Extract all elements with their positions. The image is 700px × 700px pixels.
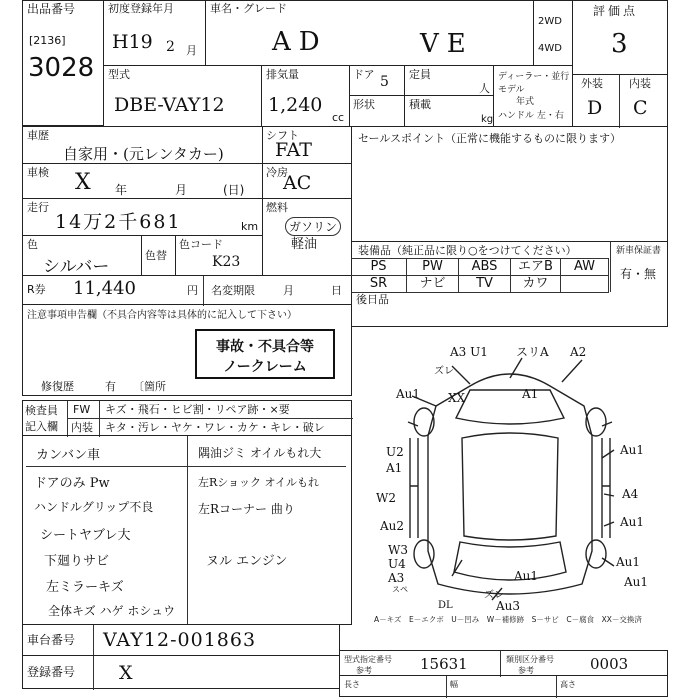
- exterior-label: 外装: [581, 77, 603, 90]
- rating-box: [572, 0, 668, 75]
- first-reg-month: 2: [166, 39, 175, 55]
- equipment-grid: [351, 258, 609, 293]
- remark-right-0: 隅油ジミ オイルもれ大: [198, 446, 322, 460]
- displacement-value: 1,240: [268, 94, 323, 116]
- interior-label: 内装: [629, 77, 651, 90]
- sales-point-label: セールスポイント（正常に機能するものに限ります）: [358, 132, 622, 145]
- inspector-divider-b: [99, 401, 100, 437]
- remark-left-3: シートヤブレ大: [40, 528, 131, 543]
- mark-u2: U2: [386, 445, 404, 459]
- registration-box: [22, 655, 340, 689]
- rating-label: 評価点: [593, 4, 639, 18]
- shift-box: [262, 126, 352, 164]
- mark-a3-rear: A3: [388, 571, 405, 585]
- recycle-divider: [203, 276, 204, 306]
- equip-empty: [561, 276, 609, 293]
- ac-value: AC: [283, 172, 312, 194]
- model-value: DBE-VAY12: [114, 94, 225, 116]
- remark-left-0: カンバン車: [36, 448, 101, 463]
- registration-value: X: [119, 662, 133, 684]
- remark-left-6: 全体キズ ハゲ ホシュウ: [48, 604, 176, 618]
- chassis-divider: [93, 625, 94, 657]
- drive-box: [533, 0, 573, 66]
- recycle-yen: 円: [187, 284, 198, 297]
- dim-divider-1: [446, 676, 447, 698]
- shape-box: [349, 95, 405, 127]
- inspection-box: [22, 163, 263, 199]
- color-code-value: K23: [212, 254, 241, 270]
- mark-dl: DL: [438, 600, 453, 611]
- name-label: 車名・グレード: [210, 2, 287, 15]
- capacity-label: 定員: [409, 68, 431, 81]
- mark-a4: A4: [622, 487, 639, 501]
- length-label: 長さ: [344, 680, 360, 689]
- left-side: [410, 438, 418, 538]
- mark-au1-r1: Au1: [620, 443, 645, 457]
- exterior-value: D: [587, 97, 603, 119]
- remark-right-1: 左Rショック オイルもれ: [198, 476, 320, 489]
- doors-box: [349, 65, 405, 96]
- km-unit: km: [241, 220, 259, 233]
- equip-pw: PW: [407, 259, 459, 276]
- mark-a1-side: A1: [386, 461, 403, 475]
- drive-2wd: 2WD: [538, 16, 562, 27]
- fuel-label: 燃料: [266, 201, 288, 214]
- rating-value: 3: [611, 29, 628, 59]
- roof: [462, 433, 558, 540]
- remark-right-2: 左Rコーナー 曲り: [198, 502, 295, 516]
- location-label: 〔箇所: [133, 380, 166, 393]
- capacity-box: [404, 65, 494, 96]
- car-diagram: [352, 326, 668, 626]
- stamp-line1: 事故・不具合等: [216, 339, 314, 355]
- color-change-label: 色替: [145, 249, 167, 262]
- mark-w2: W2: [376, 491, 396, 505]
- fuel-box: [262, 198, 352, 276]
- mark-spare: スペ: [392, 585, 408, 594]
- remark-left-4: 下廻りサビ: [44, 554, 110, 569]
- first-reg-value: H19: [112, 31, 153, 53]
- year-type-label: 年式: [516, 97, 535, 107]
- color-box: [22, 235, 142, 276]
- ext-int-divider: [619, 75, 620, 128]
- kg-unit: kg: [481, 114, 494, 125]
- model-year-label: モデル: [498, 85, 525, 95]
- type-ref-label: 参考: [356, 666, 372, 675]
- usage-label: 車歴: [27, 129, 49, 142]
- mark-au1-rear: Au1: [514, 569, 539, 583]
- color-label: 色: [27, 238, 38, 251]
- damage-legend: A－キズ E－エクボ U－凹み W－補修跡 S－サビ C－腐食 XX－交換済: [374, 615, 642, 624]
- displacement-label: 排気量: [266, 68, 299, 81]
- fuel-gas: ガソリン: [285, 217, 341, 236]
- recycle-value: 11,440: [73, 278, 136, 299]
- ac-box: [262, 163, 352, 199]
- model-label: 型式: [108, 68, 130, 81]
- mileage-value: 14万2千681: [55, 211, 182, 233]
- inspection-value: X: [75, 170, 91, 195]
- fw-text: キズ・飛石・ヒビ割・リペア跡・×要: [105, 403, 290, 416]
- inspector-interior-label: 内装: [71, 421, 93, 434]
- equip-airbag: エアB: [511, 259, 561, 276]
- remarks-underline-1: [26, 466, 346, 467]
- mark-au1-r4: Au1: [624, 575, 649, 589]
- inspection-day-unit: (日): [223, 183, 245, 197]
- dim-divider-2: [556, 676, 557, 698]
- stamp-line2: ノークレーム: [223, 359, 307, 375]
- mileage-box: [22, 198, 263, 236]
- mark-a3u1: A3 U1: [450, 345, 488, 359]
- remark-left-5: 左ミラーキズ: [46, 580, 124, 595]
- inspector-label1: 検査員: [25, 404, 58, 417]
- cc-unit: cc: [332, 111, 345, 124]
- wheel-front-left: [414, 408, 434, 436]
- ext-int-box: [572, 74, 668, 127]
- chassis-label: 車台番号: [27, 633, 76, 647]
- mark-au1-top-left: Au1: [396, 387, 421, 401]
- first-reg-month-unit: 月: [186, 44, 197, 57]
- equip-leather: カワ: [511, 276, 561, 293]
- name-change-month: 月: [283, 284, 294, 297]
- lot-box: [22, 0, 104, 126]
- type-number-box: [339, 650, 668, 676]
- interior-value: C: [633, 97, 648, 119]
- car-body-outline: [428, 374, 592, 594]
- registration-label: 登録番号: [27, 665, 76, 679]
- dealer-box: [493, 65, 573, 127]
- model-box: [103, 65, 262, 127]
- name-box: [205, 0, 534, 66]
- wheel-front-right: [586, 408, 606, 436]
- equip-abs: ABS: [459, 259, 511, 276]
- equip-sr: SR: [351, 276, 407, 293]
- notes-box: [22, 304, 352, 396]
- lot-label: 出品番号: [27, 2, 76, 16]
- new-warranty-label: 新車保証書: [616, 246, 662, 256]
- inspection-year-unit: 年: [115, 183, 128, 197]
- mark-au1-r3: Au1: [616, 555, 641, 569]
- type-divider: [500, 651, 501, 677]
- remark-left-1: ドアのみ Pw: [34, 476, 110, 491]
- lot-code: [2136]: [29, 34, 66, 47]
- color-change-box: [141, 235, 176, 276]
- doors-value: 5: [380, 74, 389, 90]
- mark-zure-rear: ズレ: [484, 590, 504, 601]
- chassis-value: VAY12-001863: [103, 629, 257, 651]
- width-label: 幅: [450, 680, 458, 689]
- mark-suria: スリA: [516, 345, 549, 359]
- mark-au2: Au2: [380, 519, 405, 533]
- name-change-label: 名変期限: [211, 284, 255, 297]
- car-name: AD: [272, 27, 328, 57]
- mark-xx: XX: [448, 391, 466, 405]
- load-box: [404, 95, 494, 127]
- doors-label: ドア: [353, 68, 375, 81]
- rear-window: [454, 542, 566, 580]
- wheel-rear-left: [414, 540, 434, 568]
- mark-zure-top: ズレ: [434, 366, 454, 377]
- recycle-box: [22, 275, 352, 305]
- height-label: 高さ: [560, 680, 576, 689]
- category-label: 類別区分番号: [506, 655, 554, 664]
- warranty-divider: [610, 242, 611, 292]
- notes-label: 注意事項申告欄（不具合内容等は具体的に記入して下さい）: [27, 310, 297, 321]
- color-code-box: [175, 235, 263, 276]
- inspector-label2: 記入欄: [25, 420, 58, 433]
- color-value: シルバー: [43, 257, 110, 277]
- person-unit: 人: [479, 82, 490, 95]
- lot-number: 3028: [28, 53, 95, 83]
- mark-u4: U4: [388, 557, 406, 571]
- fw-label: FW: [73, 403, 91, 416]
- post-label: 後日品: [356, 293, 389, 306]
- shift-value: FAT: [275, 139, 312, 161]
- windshield: [456, 390, 564, 424]
- mileage-label: 走行: [27, 201, 49, 214]
- inspector-divider-h: [67, 418, 353, 419]
- mark-au1-r2: Au1: [620, 515, 645, 529]
- name-change-day: 日: [331, 284, 342, 297]
- grade: VE: [420, 29, 474, 59]
- type-value: 15631: [420, 655, 468, 673]
- category-value: 0003: [590, 655, 629, 673]
- ac-label: 冷房: [266, 166, 288, 179]
- leader-lines: [412, 358, 614, 600]
- interior-text: キタ・汚レ・ヤケ・ワレ・カケ・キレ・破レ: [105, 421, 325, 434]
- recycle-label: R券: [27, 283, 46, 296]
- inspection-label: 車検: [27, 166, 49, 179]
- mark-w3: W3: [388, 543, 408, 557]
- warranty-value: 有・無: [620, 267, 657, 281]
- drive-4wd: 4WD: [538, 43, 562, 54]
- inspector-box: [22, 400, 352, 436]
- first-reg-box: [103, 0, 206, 66]
- dealer-label: ディーラー・並行: [498, 72, 570, 82]
- history-value: 有: [105, 380, 116, 393]
- inspection-month-unit: 月: [175, 183, 188, 197]
- mark-a1-hood: A1: [522, 387, 539, 401]
- mark-au3: Au3: [496, 599, 521, 613]
- fuel-diesel: 軽油: [291, 237, 318, 252]
- remark-left-2: ハンドルグリップ不良: [34, 500, 154, 514]
- handle-label: ハンドル 左・右: [498, 111, 564, 121]
- type-label: 型式指定番号: [344, 655, 392, 664]
- shift-label: シフト: [266, 129, 299, 142]
- displacement-box: [261, 65, 350, 127]
- equip-tv: TV: [459, 276, 511, 293]
- registration-divider: [93, 656, 94, 690]
- sales-point-box: [351, 126, 668, 242]
- remarks-divider: [187, 436, 188, 624]
- dimensions-box: [339, 675, 668, 697]
- inspector-divider-a: [67, 401, 68, 437]
- wheel-rear-right: [586, 540, 606, 568]
- no-claim-stamp: [195, 329, 335, 379]
- equipment-label: 装備品（純正品に限り○をつけてください）: [358, 244, 577, 257]
- usage-value: 自家用・(元レンタカー): [63, 145, 224, 163]
- equip-navi: ナビ: [407, 276, 459, 293]
- shape-label: 形状: [353, 98, 375, 111]
- first-reg-label: 初度登録年月: [108, 2, 174, 15]
- history-label: 修復歴: [41, 380, 74, 393]
- equip-ps: PS: [351, 259, 407, 276]
- usage-box: [22, 126, 263, 164]
- remark-right-3: ヌル エンジン: [206, 554, 288, 569]
- mark-a2: A2: [570, 345, 587, 359]
- equip-aw: AW: [561, 259, 609, 276]
- chassis-box: [22, 624, 340, 656]
- color-code-label: 色コード: [179, 238, 223, 251]
- category-ref-label: 参考: [518, 666, 534, 675]
- load-label: 積載: [409, 98, 431, 111]
